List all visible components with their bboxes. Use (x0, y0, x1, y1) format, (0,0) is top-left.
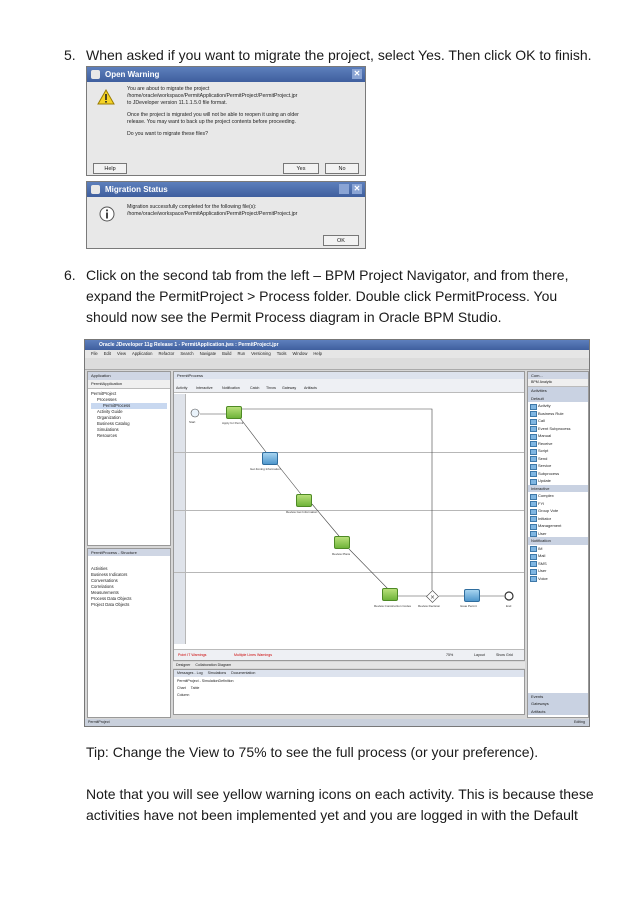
activity-issue-permit[interactable] (464, 589, 480, 602)
tab-collaboration[interactable]: Collaboration Diagram (195, 663, 232, 667)
menu-edit[interactable]: Edit (103, 351, 111, 356)
gateway-icon[interactable] (426, 590, 439, 603)
tree-item[interactable]: Resources (97, 433, 118, 438)
palette-item[interactable]: Script (528, 447, 588, 455)
tree-item[interactable]: Activity Guide (97, 409, 123, 414)
close-icon[interactable]: ✕ (353, 184, 361, 193)
palette-item[interactable]: Management (528, 522, 588, 530)
info-icon (99, 206, 115, 222)
step-6-number: 6. (64, 267, 76, 283)
palette-header[interactable]: Default (528, 395, 588, 403)
tab-documentation[interactable]: Documentation (231, 671, 256, 675)
structure-item[interactable]: Process Data Objects (91, 596, 132, 601)
start-event-icon[interactable] (190, 408, 200, 418)
structure-pane (87, 548, 171, 718)
component-gateway[interactable]: Gateway (282, 386, 297, 390)
migration-status-message: Migration successfully completed for the following file(s): /home/oracle/workspace/PermitApplication/PermitProject/PermitProject.jpr (127, 204, 298, 217)
menu-view[interactable]: View (116, 351, 126, 356)
menu-refactor[interactable]: Refactor (158, 351, 175, 356)
step-5-text: When asked if you want to migrate the project, select Yes. Then click OK to finish. (86, 47, 592, 63)
component-notification[interactable]: Notification (222, 386, 240, 390)
no-button[interactable]: No (325, 163, 359, 174)
yes-button[interactable]: Yes (283, 163, 319, 174)
menu-versioning[interactable]: Versioning (251, 351, 271, 356)
tree-item[interactable]: Business Catalog (97, 421, 130, 426)
warning-icon (97, 89, 115, 105)
activity-label: Review Construction Codes (374, 604, 412, 608)
warnings-label[interactable]: Point IT Warnings (178, 653, 207, 657)
gateway-label: Review Decision (418, 604, 441, 608)
palette-item[interactable]: Group Vote (528, 507, 588, 515)
menu-window[interactable]: Window (292, 351, 308, 356)
structure-title: PermitProcess - Structure (88, 549, 170, 556)
activity-label: Issue Permit (460, 604, 477, 608)
activity-label: Review Get Information (286, 510, 318, 514)
tab-designer[interactable]: Designer (176, 663, 191, 667)
structure-item[interactable]: Activities (91, 566, 108, 571)
palette-item[interactable]: Complex (528, 492, 588, 500)
process-editor (173, 371, 525, 661)
palette-item[interactable]: Event Subprocess (528, 425, 588, 433)
menu-build[interactable]: Build (222, 351, 232, 356)
tree-item-selected[interactable]: PermitProcess (91, 403, 167, 409)
tab-table[interactable]: Table (190, 686, 200, 690)
palette-header[interactable]: Gateways (528, 700, 588, 708)
component-artifacts[interactable]: Artifacts (304, 386, 317, 390)
jdev-menubar (85, 350, 589, 358)
component-bar (174, 379, 524, 393)
structure-item[interactable]: Conversations (91, 578, 118, 583)
menu-run[interactable]: Run (237, 351, 246, 356)
palette-select[interactable]: BPM Analytic (528, 379, 588, 387)
open-warning-titlebar (87, 67, 365, 82)
step-5-number: 5. (64, 47, 76, 63)
layout-checkbox[interactable]: Layout (474, 653, 485, 657)
tab-messages[interactable]: Messages - Log (177, 671, 203, 675)
palette-item[interactable]: Activity (528, 402, 588, 410)
step-6-text: Click on the second tab from the left – BPM Project Navigator, and from there, expand the PermitProject > Process folder. Double click PermitProcess. You should now see the Permit Process diagram in Oracle BPM Studio. (86, 267, 569, 325)
navigator-tab[interactable]: Application (88, 372, 170, 380)
structure-item[interactable]: Measurements (91, 590, 119, 595)
tree-item[interactable]: Processes (97, 397, 117, 402)
application-navigator (87, 371, 171, 546)
menu-help[interactable]: Help (313, 351, 322, 356)
component-palette (527, 371, 589, 718)
log-pane (173, 669, 525, 715)
palette-item[interactable]: Send (528, 455, 588, 463)
activity-get-zoning-information[interactable] (262, 452, 278, 465)
app-icon (91, 70, 100, 79)
migration-status-dialog (86, 181, 366, 249)
jdev-toolbar (85, 358, 589, 370)
component-interactive[interactable]: Interactive (196, 386, 213, 390)
maximize-icon[interactable] (339, 184, 349, 194)
palette-bottom-groups (528, 693, 588, 716)
palette-item[interactable]: User (528, 567, 588, 575)
process-canvas[interactable] (174, 394, 524, 644)
log-tabs (174, 670, 524, 677)
component-activity[interactable]: Activity (176, 386, 188, 390)
palette-list (528, 387, 588, 582)
status-left: PermitProject (88, 720, 110, 724)
palette-item[interactable]: User (528, 530, 588, 538)
palette-item[interactable]: FYI (528, 500, 588, 508)
simulation-definition[interactable]: PermitProject - SimulationDefinition (177, 679, 234, 683)
application-select[interactable]: PermitApplication (88, 380, 170, 389)
designer-tabs (173, 662, 525, 668)
status-right: Editing (574, 720, 585, 724)
editor-tab[interactable]: PermitProcess (174, 372, 524, 379)
menu-file[interactable]: File (91, 351, 98, 356)
migration-status-title: Migration Status (105, 185, 168, 194)
svg-text:×: × (430, 594, 436, 601)
palette-header[interactable]: Interactive (528, 485, 588, 493)
palette-item[interactable]: Mail (528, 552, 588, 560)
tip-text: Tip: Change the View to 75% to see the full process (or your preference). (86, 744, 539, 760)
column-select[interactable]: Column (177, 693, 190, 697)
palette-item[interactable]: Manual (528, 432, 588, 440)
open-warning-dialog (86, 66, 366, 176)
jdev-statusbar (85, 719, 589, 726)
chart-tabs (174, 685, 524, 692)
step-6 (0, 265, 638, 328)
menu-navigate[interactable]: Navigate (199, 351, 217, 356)
activity-label: Review Plans (332, 552, 351, 556)
tree-item[interactable]: Simulations (97, 427, 119, 432)
tab-chart[interactable]: Chart (177, 686, 186, 690)
palette-header[interactable]: Events (528, 693, 588, 701)
show-grid-checkbox[interactable]: Show Grid (496, 653, 513, 657)
menu-application[interactable]: Application (131, 351, 153, 356)
activity-label: Get Zoning Information (250, 467, 281, 471)
tree-item[interactable]: PermitProject (91, 391, 117, 396)
project-tree (88, 389, 170, 441)
multi-warnings-label[interactable]: Multiple Lines Warnings (234, 653, 273, 657)
tab-simulations[interactable]: Simulations (207, 671, 227, 675)
activity-review-get-information[interactable] (296, 494, 312, 507)
palette-item[interactable]: Receive (528, 440, 588, 448)
palette-item[interactable]: Voice (528, 575, 588, 583)
zoom-level[interactable]: 75% (446, 653, 454, 657)
activity-review-plans[interactable] (334, 536, 350, 549)
palette-item[interactable]: Update (528, 477, 588, 485)
open-warning-title: Open Warning (105, 70, 160, 79)
app-icon (91, 185, 100, 194)
editor-statusbar (174, 649, 524, 660)
activity-apply-for-permit[interactable] (226, 406, 242, 419)
structure-item[interactable]: Project Data Objects (91, 602, 130, 607)
start-label: Start (189, 420, 196, 424)
structure-item[interactable]: Business Indicators (91, 572, 128, 577)
migration-status-titlebar (87, 182, 365, 197)
palette-tab[interactable]: Com... (528, 372, 588, 379)
note-text: Note that you will see yellow warning icons on each activity. This is because these activities have not been implemented yet and you are logged in with the Default (86, 786, 594, 823)
palette-item[interactable]: Initiator (528, 515, 588, 523)
structure-tree (88, 564, 170, 610)
palette-header[interactable]: Activities (528, 387, 588, 395)
palette-item[interactable]: Call (528, 417, 588, 425)
open-warning-message: You are about to migrate the project /home/oracle/workspace/PermitApplication/PermitProject/PermitProject.jpr to JDeveloper version 11.1.1.5.0 file format. Once the project is migrated you will not be able to reopen it using an older release. You may want to back up the project contents before proceeding. Do you want to migrate these files? (127, 86, 299, 137)
activity-label: Apply for Permit (222, 421, 244, 425)
close-icon[interactable]: ✕ (353, 69, 361, 78)
jdev-titlebar: Oracle JDeveloper 11g Release 1 - PermitApplication.jws : PermitProject.jpr (85, 340, 589, 350)
component-catch[interactable]: Catch (250, 386, 260, 390)
menu-tools[interactable]: Tools (276, 351, 287, 356)
activity-review-construction-codes[interactable] (382, 588, 398, 601)
palette-item[interactable]: Service (528, 462, 588, 470)
structure-item[interactable]: Correlations (91, 584, 114, 589)
jdeveloper-screenshot (84, 339, 590, 727)
end-label: End (506, 604, 512, 608)
end-event-icon[interactable] (504, 591, 514, 601)
palette-item[interactable]: Subprocess (528, 470, 588, 478)
palette-header[interactable]: Notification (528, 537, 588, 545)
palette-item[interactable]: IM (528, 545, 588, 553)
palette-header[interactable]: Artifacts (528, 708, 588, 716)
menu-search[interactable]: Search (180, 351, 194, 356)
step-5 (0, 45, 638, 66)
ok-button[interactable]: OK (323, 235, 359, 246)
component-throw[interactable]: Throw (266, 386, 276, 390)
palette-item[interactable]: SMS (528, 560, 588, 568)
palette-item[interactable]: Business Rule (528, 410, 588, 418)
tree-item[interactable]: Organization (97, 415, 121, 420)
help-button[interactable]: Help (93, 163, 127, 174)
